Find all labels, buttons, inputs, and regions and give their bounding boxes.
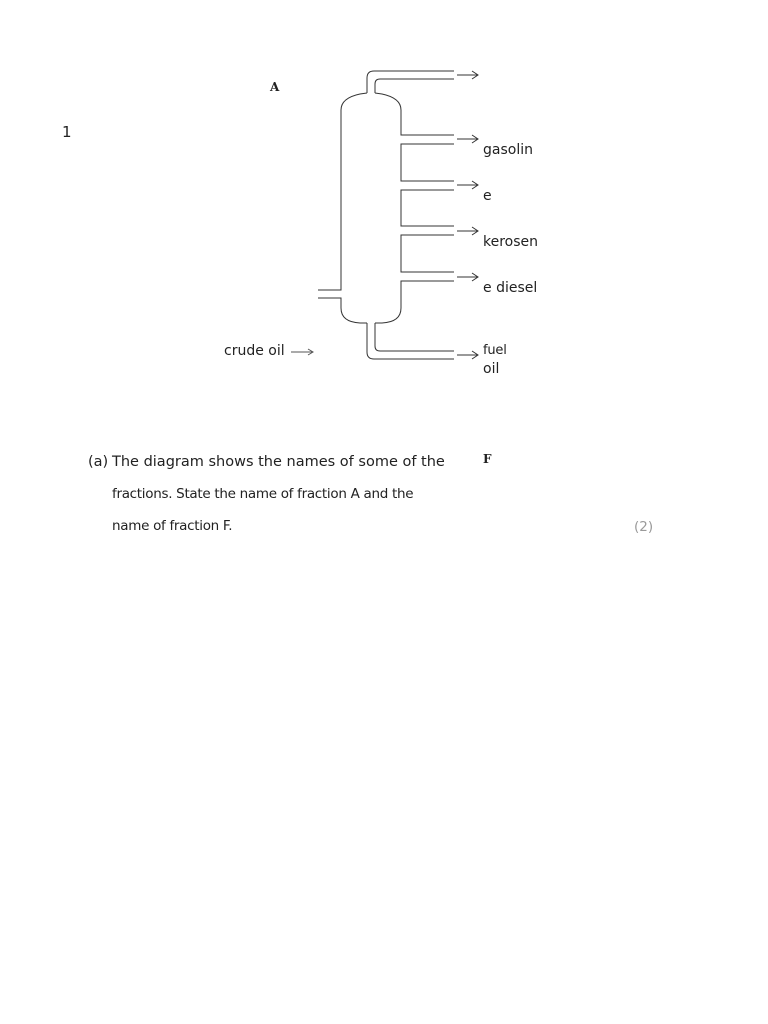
gasoline-label-line-1: gasolin bbox=[483, 142, 533, 158]
crude-oil-arrow-icon bbox=[291, 349, 313, 355]
arrow-icon bbox=[457, 71, 478, 79]
part-a-label: (a) bbox=[88, 454, 109, 470]
kerosene-diesel-label-line-2: e diesel bbox=[483, 280, 538, 296]
arrow-icon bbox=[457, 227, 478, 235]
gasoline-label-line-2: e bbox=[483, 188, 492, 204]
arrow-icon bbox=[457, 273, 478, 281]
question-text-line-1: The diagram shows the names of some of the bbox=[112, 454, 445, 470]
marks-indicator: (2) bbox=[634, 519, 654, 535]
arrow-icon bbox=[457, 351, 478, 359]
question-number: 1 bbox=[62, 123, 72, 141]
fuel-oil-label-line-1: fuel bbox=[483, 343, 507, 358]
crude-oil-label: crude oil bbox=[224, 343, 285, 359]
arrow-icon bbox=[457, 135, 478, 143]
arrow-icon bbox=[457, 181, 478, 189]
question-text-line-2: fractions. State the name of fraction A and the bbox=[112, 486, 414, 502]
question-text-line-3: name of fraction F. bbox=[112, 518, 233, 534]
fractionating-column-diagram bbox=[0, 0, 768, 420]
fuel-oil-label-line-2: oil bbox=[483, 361, 500, 377]
fraction-f-label: F bbox=[483, 452, 492, 466]
kerosene-label-line-1: kerosen bbox=[483, 234, 539, 250]
column-outline bbox=[318, 71, 454, 359]
output-arrows bbox=[291, 71, 478, 359]
fraction-a-label: A bbox=[270, 80, 280, 94]
